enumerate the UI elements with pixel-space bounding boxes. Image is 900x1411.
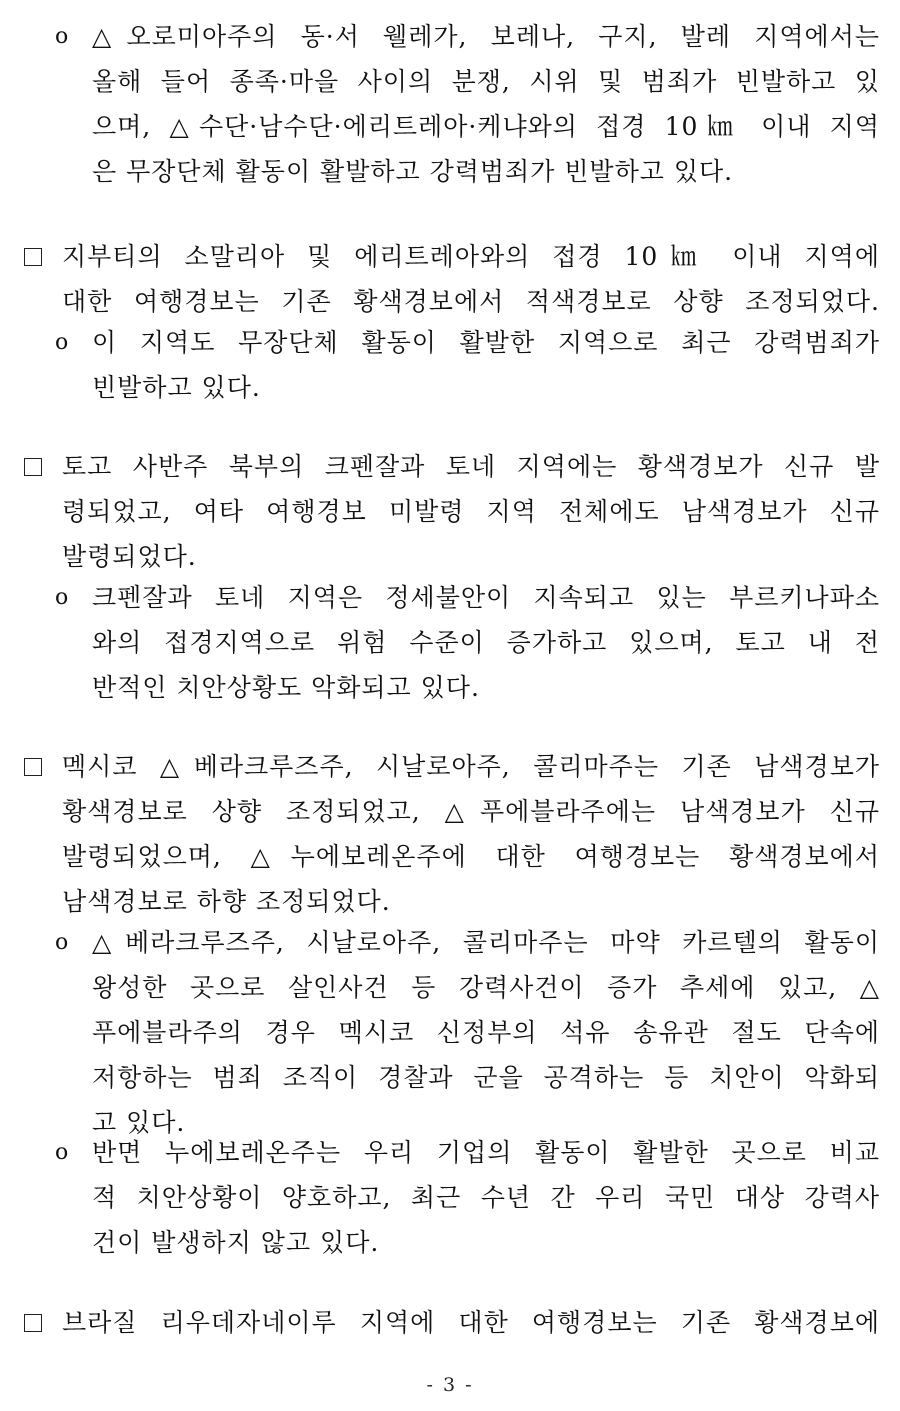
heading-line: 멕시코 △베라크루즈주, 시날로아주, 콜리마주는 기존 남색경보가 <box>62 752 880 781</box>
text-line: 반면 누에보레온주는 우리 기업의 활동이 활발한 곳으로 비교 <box>92 1138 880 1167</box>
text-line: 크펜잘과 토네 지역은 정세불안이 지속되고 있는 부르키나파소 <box>92 583 880 612</box>
heading-line: 토고 사반주 북부의 크펜잘과 토네 지역에는 황색경보가 신규 발 <box>62 452 880 481</box>
text-line: 으며, △수단·남수단·에리트레아·케냐와의 접경 10㎞ 이내 지역 <box>92 112 880 141</box>
text-line: 건이 발생하지 않고 있다. <box>92 1228 380 1257</box>
heading-line: 지부티의 소말리아 및 에리트레아와의 접경 10㎞ 이내 지역에 <box>62 242 880 271</box>
heading-line: 황색경보로 상향 조정되었고, △푸에블라주에는 남색경보가 신규 <box>62 797 880 826</box>
heading-line: 발령되었으며, △누에보레온주에 대한 여행경보는 황색경보에서 <box>62 842 880 871</box>
text-line: 이 지역도 무장단체 활동이 활발한 지역으로 최근 강력범죄가 <box>92 328 880 357</box>
circle-bullet: o <box>55 585 69 610</box>
text-line: △오로미아주의 동·서 웰레가, 보레나, 구지, 발레 지역에서는 <box>92 22 880 51</box>
circle-bullet: o <box>55 330 69 355</box>
text-line: 와의 접경지역으로 위험 수준이 증가하고 있으며, 토고 내 전 <box>92 628 880 657</box>
circle-bullet: o <box>55 1140 69 1165</box>
checkbox-square-bullet <box>24 1314 42 1332</box>
text-line: 은 무장단체 활동이 활발하고 강력범죄가 빈발하고 있다. <box>92 157 734 186</box>
text-line: 왕성한 곳으로 살인사건 등 강력사건이 증가 추세에 있고, △ <box>92 973 880 1002</box>
heading-line: 남색경보로 하향 조정되었다. <box>62 887 391 916</box>
text-line: 푸에블라주의 경우 멕시코 신정부의 석유 송유관 절도 단속에 <box>92 1018 880 1047</box>
text-line: 올해 들어 종족·마을 사이의 분쟁, 시위 및 범죄가 빈발하고 있 <box>92 67 880 96</box>
checkbox-square-bullet <box>24 248 42 266</box>
circle-bullet: o <box>55 930 69 955</box>
page-number: - 3 - <box>426 1374 474 1396</box>
text-line: 적 치안상황이 양호하고, 최근 수년 간 우리 국민 대상 강력사 <box>92 1183 880 1212</box>
checkbox-square-bullet <box>24 458 42 476</box>
heading-line: 발령되었다. <box>62 542 197 571</box>
text-line: 고 있다. <box>92 1108 186 1137</box>
heading-line: 대한 여행경보는 기존 황색경보에서 적색경보로 상향 조정되었다. <box>62 287 880 316</box>
text-line: 빈발하고 있다. <box>92 373 261 402</box>
heading-line: 브라질 리우데자네이루 지역에 대한 여행경보는 기존 황색경보에 <box>62 1308 880 1337</box>
heading-line: 령되었고, 여타 여행경보 미발령 지역 전체에도 남색경보가 신규 <box>62 497 880 526</box>
circle-bullet: o <box>55 24 69 49</box>
checkbox-square-bullet <box>24 758 42 776</box>
text-line: 반적인 치안상황도 악화되고 있다. <box>92 673 480 702</box>
text-line: △베라크루즈주, 시날로아주, 콜리마주는 마약 카르텔의 활동이 <box>92 928 880 957</box>
text-line: 저항하는 범죄 조직이 경찰과 군을 공격하는 등 치안이 악화되 <box>92 1063 880 1092</box>
